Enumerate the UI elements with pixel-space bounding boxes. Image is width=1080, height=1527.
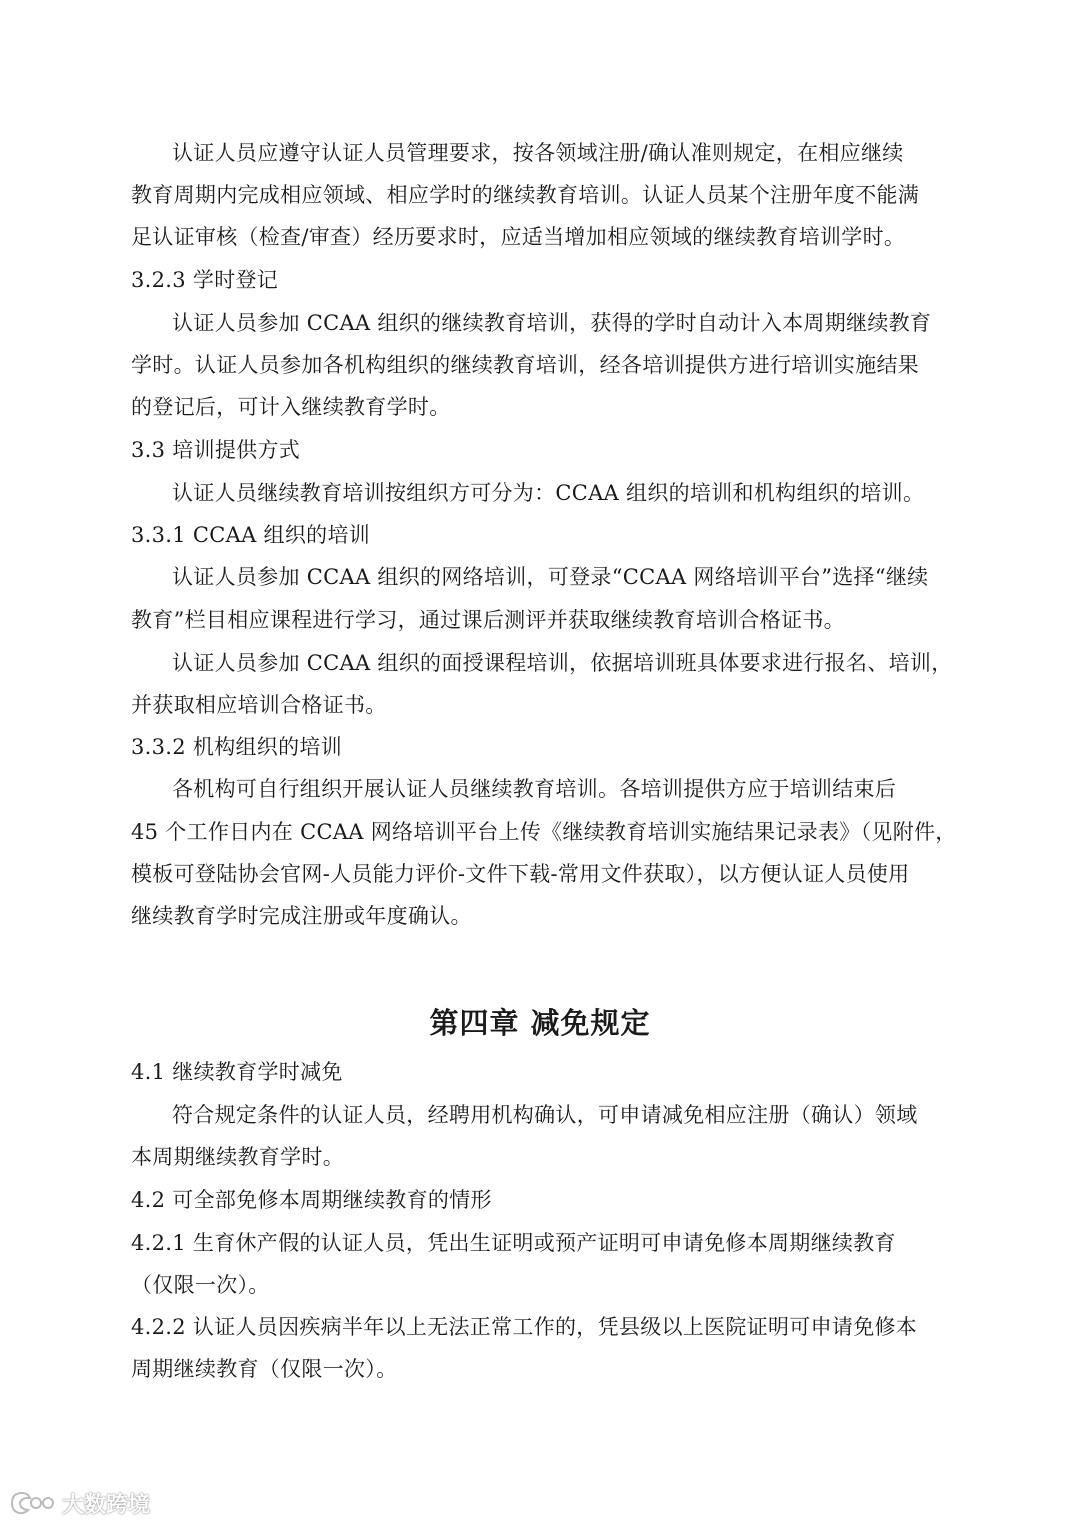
- paragraph-line: 认证人员应遵守认证人员管理要求，按各领域注册/确认准则规定，在相应继续: [172, 141, 904, 165]
- paragraph-line: 认证人员继续教育培训按组织方可分为：CCAA 组织的培训和机构组织的培训。: [172, 481, 925, 505]
- paragraph-line: 模板可登陆协会官网-人员能力评价-文件下载-常用文件获取），以方便认证人员使用: [131, 862, 910, 886]
- watermark-text: 大数跨境: [62, 1492, 151, 1518]
- paragraph-line: 4.2.2 认证人员因疾病半年以上无法正常工作的，凭县级以上医院证明可申请免修本: [131, 1315, 918, 1339]
- paragraph-line: 45 个工作日内在 CCAA 网络培训平台上传《继续教育培训实施结果记录表》（见附件，: [131, 820, 957, 844]
- section-heading: 3.3.2 机构组织的培训: [131, 735, 343, 759]
- paragraph-line: 周期继续教育（仅限一次）。: [131, 1357, 398, 1381]
- paragraph-line: 4.2.1 生育休产假的认证人员，凭出生证明或预产证明可申请免修本周期继续教育: [131, 1231, 896, 1255]
- paragraph-line: 的登记后，可计入继续教育学时。: [131, 395, 451, 419]
- paragraph-line: 教育周期内完成相应领域、相应学时的继续教育培训。认证人员某个注册年度不能满: [131, 183, 920, 207]
- paragraph-line: 认证人员参加 CCAA 组织的网络培训，可登录“CCAA 网络培训平台”选择“继续: [172, 565, 929, 589]
- section-heading: 4.1 继续教育学时减免: [131, 1060, 343, 1084]
- paragraph-line: 继续教育学时完成注册或年度确认。: [131, 904, 472, 928]
- paragraph-line: 认证人员参加 CCAA 组织的面授课程培训，依据培训班具体要求进行报名、培训，: [172, 651, 953, 675]
- paragraph-line: 本周期继续教育学时。: [131, 1145, 344, 1169]
- paragraph-line: 教育”栏目相应课程进行学习，通过课后测评并获取继续教育培训合格证书。: [131, 608, 845, 632]
- paragraph-line: 认证人员参加 CCAA 组织的继续教育培训，获得的学时自动计入本周期继续教育: [172, 311, 932, 335]
- paragraph-line: 学时。认证人员参加各机构组织的继续教育培训，经各培训提供方进行培训实施结果: [131, 353, 920, 377]
- paragraph-line: （仅限一次）。: [131, 1273, 270, 1297]
- paragraph-line: 符合规定条件的认证人员，经聘用机构确认，可申请减免相应注册（确认）领域: [172, 1103, 918, 1127]
- section-heading: 3.3.1 CCAA 组织的培训: [131, 523, 371, 547]
- section-heading: 4.2 可全部免修本周期继续教育的情形: [131, 1188, 492, 1212]
- paragraph-line: 足认证审核（检查/审查）经历要求时，应适当增加相应领域的继续教育培训学时。: [131, 225, 906, 249]
- watermark-logo-icon: [8, 1489, 56, 1517]
- section-heading: 3.2.3 学时登记: [131, 268, 279, 292]
- watermark: [8, 1487, 150, 1519]
- paragraph-line: 并获取相应培训合格证书。: [131, 693, 387, 717]
- paragraph-line: 各机构可自行组织开展认证人员继续教育培训。各培训提供方应于培训结束后: [172, 777, 897, 801]
- chapter-title: 第四章 减免规定: [429, 1006, 651, 1040]
- section-heading: 3.3 培训提供方式: [131, 438, 301, 462]
